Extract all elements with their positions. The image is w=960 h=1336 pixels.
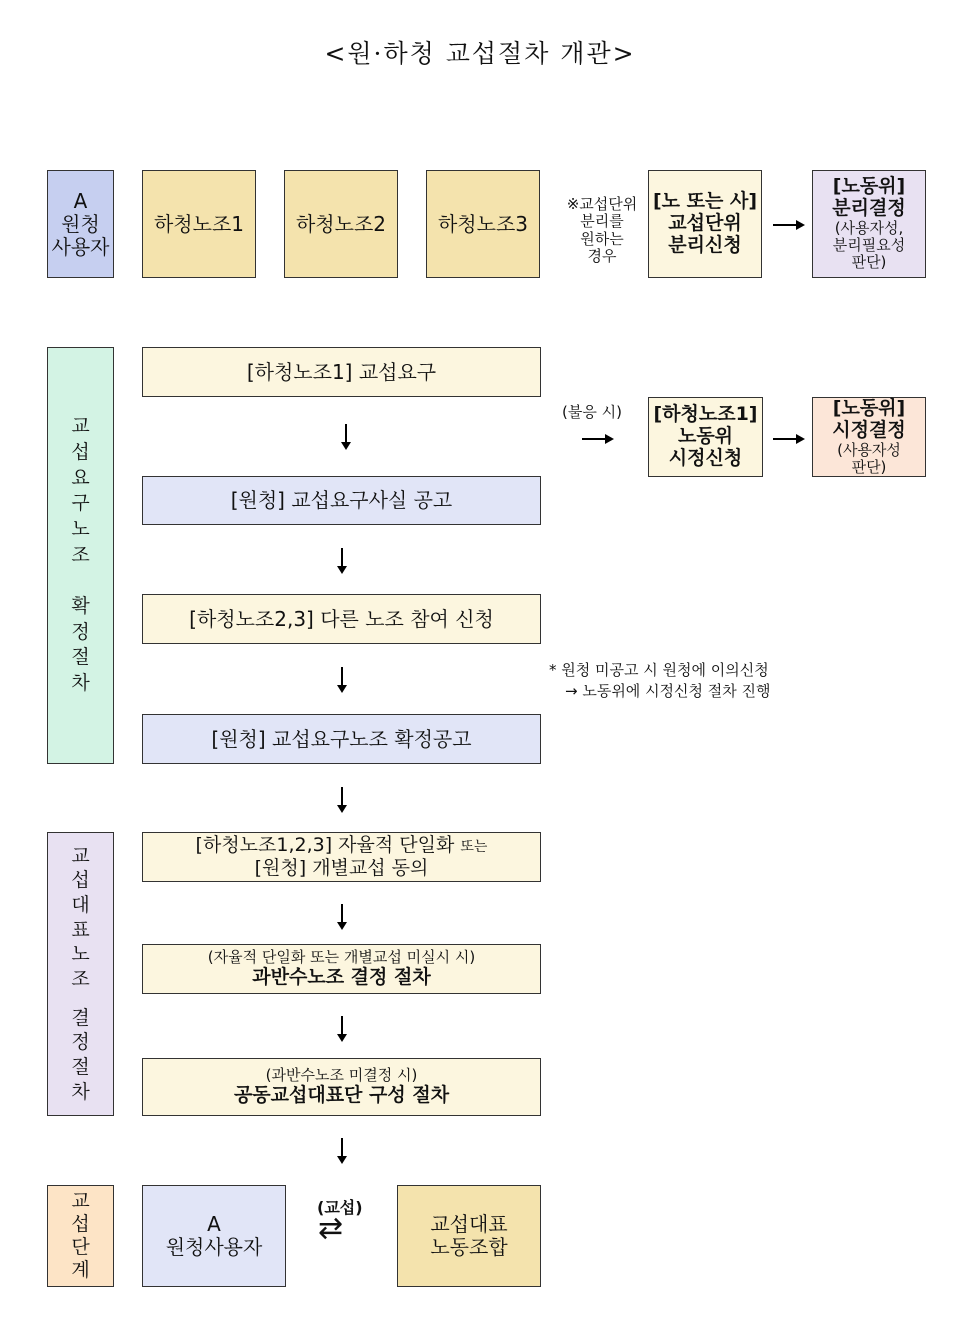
footnote-line-2: → 노동위에 시정신청 절차 진행 [565, 682, 771, 700]
correction-decide-line-1: [노동위] [832, 396, 906, 419]
split-decide-line-1: [노동위] [832, 175, 906, 198]
side1-char: 정 [71, 620, 90, 643]
bargaining-union-line-2: 노동조합 [430, 1235, 508, 1259]
footnote [549, 660, 771, 702]
or-label: 또는 [460, 839, 488, 856]
side1-char: 섭 [71, 440, 90, 463]
side1-char: 차 [71, 672, 90, 695]
side2-char: 교 [71, 844, 90, 867]
employer-line-2: 원청사용자 [165, 1235, 263, 1259]
notice-label: [원청] 교섭요구사실 공고 [230, 488, 453, 512]
subcontract-union-2-box [284, 170, 398, 278]
flow-arrow-3 [341, 667, 343, 691]
bargaining-union-line-1: 교섭대표 [430, 1212, 508, 1236]
correction-apply-line-1: [하청노조1] [653, 403, 758, 426]
section2-side-label [47, 832, 114, 1116]
wonchung-line-1: A [73, 188, 88, 213]
split-decide-box [812, 170, 926, 278]
split-apply-line-2: 교섭단위 [668, 212, 742, 235]
split-note [556, 196, 648, 265]
flow-arrow-6 [341, 1016, 343, 1040]
confirm-notice-step [142, 714, 541, 764]
participation-label: [하청노조2,3] 다른 노조 참여 신청 [189, 606, 494, 631]
split-decide-sub-1: (사용자성, [834, 218, 904, 237]
side2-char: 대 [71, 893, 90, 916]
autonomous-unification-label: [하청노조1,2,3] 자율적 단일화 [195, 834, 455, 857]
flow-arrow-2 [341, 548, 343, 572]
participation-step [142, 594, 541, 644]
correction-apply-box [648, 397, 763, 477]
section3-side-label [47, 1185, 114, 1287]
bargain-label: (교섭) [317, 1198, 363, 1217]
side3-char: 단 [71, 1236, 90, 1258]
subcontract-union-2-label: 하청노조2 [295, 211, 386, 236]
split-apply-box [648, 170, 762, 278]
refuse-label: (불응 시) [562, 403, 622, 421]
split-arrow [773, 224, 803, 226]
side1-char: 교 [71, 415, 90, 438]
side2-char: 표 [71, 918, 90, 941]
split-decide-sub-3: 판단) [851, 253, 887, 272]
footnote-line-1: * 원청 미공고 시 원청에 이의신청 [549, 661, 769, 679]
side1-char: 조 [71, 543, 90, 566]
split-note-line-3: 원하는 [580, 229, 624, 248]
individual-bargaining-label: [원청] 개별교섭 동의 [254, 857, 429, 879]
majority-union-sub: (자율적 단일화 또는 개별교섭 미실시 시) [207, 948, 476, 967]
notice-step [142, 476, 541, 525]
side1-char: 요 [71, 466, 90, 489]
side2-char: 노 [71, 943, 90, 966]
demand-bargaining-step [142, 347, 541, 397]
split-decide-sub-2: 분리필요성 [832, 236, 906, 255]
wonchung-employer-box [47, 170, 114, 278]
side2-char: 섭 [71, 869, 90, 892]
side2-char: 절 [71, 1056, 90, 1079]
demand-bargaining-label: [하청노조1] 교섭요구 [246, 359, 437, 384]
correction-apply-line-2: 노동위 [677, 425, 734, 448]
joint-delegation-step [142, 1058, 541, 1116]
side2-char: 차 [71, 1080, 90, 1103]
employer-line-1: A [207, 1212, 221, 1236]
correction-arrow [773, 438, 803, 440]
majority-union-step [142, 944, 541, 994]
subcontract-union-1-box [142, 170, 256, 278]
page-title: <원·하청 교섭절차 개관> [324, 39, 636, 68]
side3-char: 계 [71, 1258, 90, 1281]
subcontract-union-3-label: 하청노조3 [437, 211, 528, 236]
split-decide-line-2: 분리결정 [832, 197, 906, 220]
autonomous-unification-line-1 [196, 834, 488, 857]
subcontract-union-3-box [426, 170, 540, 278]
split-note-line-1: ※교섭단위 [566, 195, 638, 213]
side3-char: 교 [71, 1190, 90, 1213]
side1-char: 확 [71, 595, 90, 618]
employer-box [142, 1185, 286, 1287]
side2-char: 결 [71, 1006, 90, 1029]
autonomous-unification-step [142, 832, 541, 882]
flow-arrow-4 [341, 787, 343, 811]
bargain-arrow: ⇄ [318, 1211, 344, 1246]
confirm-notice-label: [원청] 교섭요구노조 확정공고 [211, 726, 472, 751]
side3-char: 섭 [71, 1213, 90, 1236]
side2-char: 조 [71, 968, 90, 990]
bargaining-union-box [397, 1185, 541, 1287]
side1-char: 구 [71, 492, 90, 515]
majority-union-label: 과반수노조 결정 절차 [252, 965, 431, 988]
correction-decide-line-2: 시정결정 [832, 418, 906, 441]
wonchung-line-3: 사용자 [51, 234, 110, 259]
side2-char: 정 [71, 1031, 90, 1054]
correction-decide-sub-1: (사용자성 [837, 440, 901, 459]
joint-delegation-label: 공동교섭대표단 구성 절차 [233, 1083, 450, 1106]
flow-arrow-7 [341, 1138, 343, 1162]
refuse-arrow [582, 438, 612, 440]
side1-char: 노 [71, 517, 90, 540]
split-apply-line-3: 분리신청 [668, 233, 742, 256]
joint-delegation-sub: (과반수노조 미결정 시) [265, 1066, 418, 1085]
split-apply-line-1: [노 또는 사] [652, 190, 757, 213]
flow-arrow-5 [341, 904, 343, 928]
correction-decide-box [812, 397, 926, 477]
wonchung-line-2: 원청 [61, 211, 100, 236]
split-note-line-4: 경우 [587, 246, 617, 265]
flow-arrow-1 [345, 424, 347, 448]
split-note-line-2: 분리를 [580, 212, 624, 231]
section1-side-label [47, 347, 114, 764]
correction-apply-line-3: 시정신청 [668, 446, 743, 469]
subcontract-union-1-label: 하청노조1 [153, 211, 244, 236]
side1-char: 절 [71, 646, 90, 669]
correction-decide-sub-2: 판단) [851, 457, 887, 476]
